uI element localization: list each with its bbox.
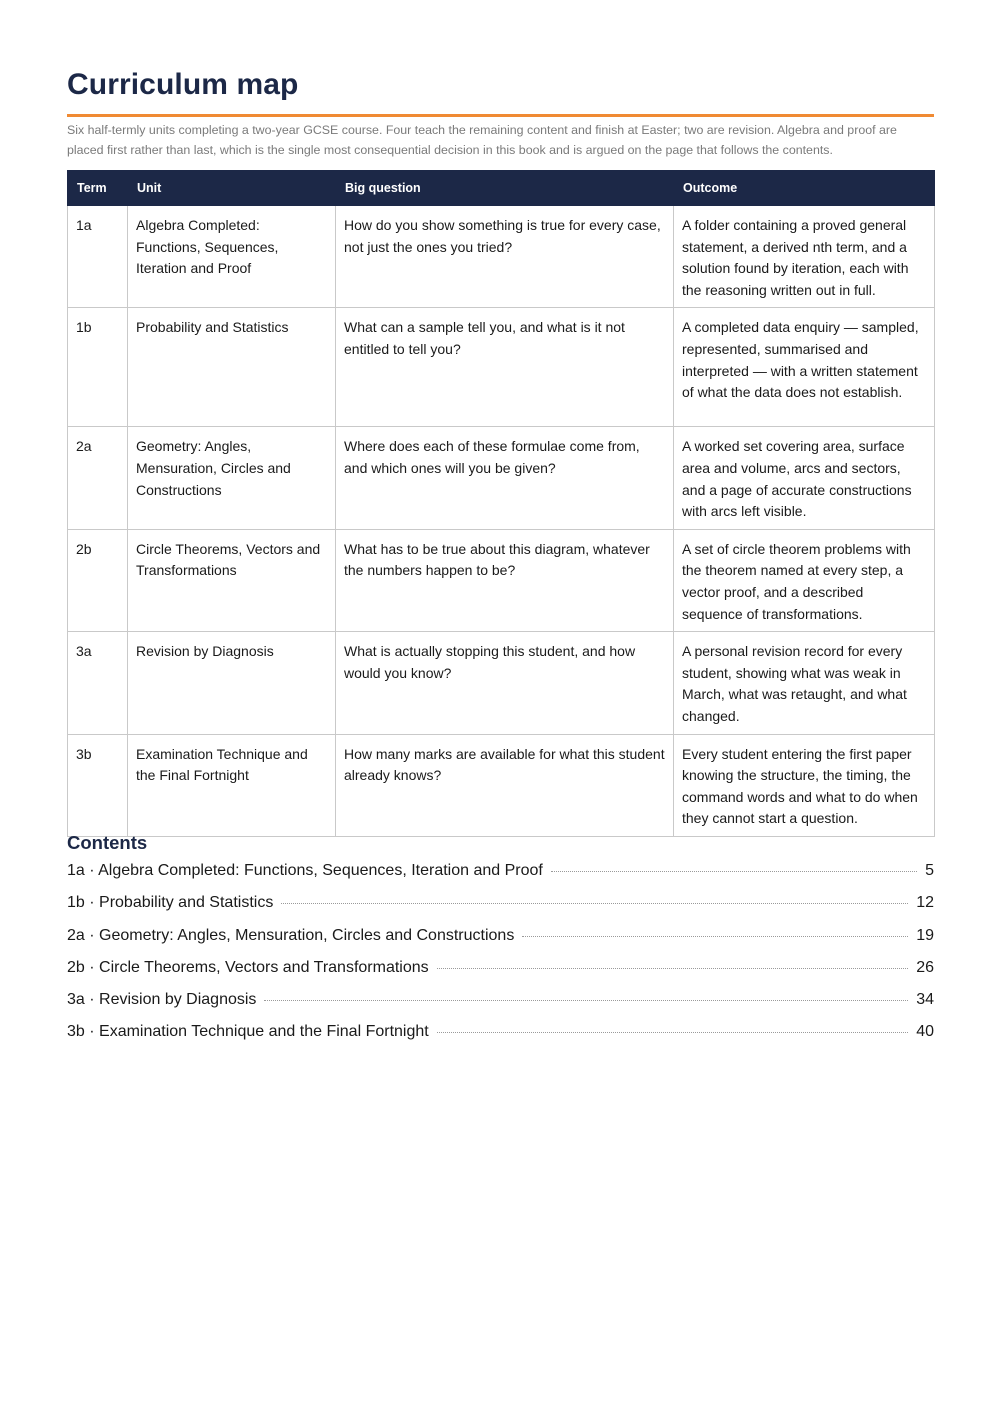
table-row <box>68 734 935 836</box>
outcome-cell: A personal revision record for every student, showing what was weak in March, what was retaught, and what changed. <box>674 632 935 734</box>
term-cell: 1a <box>68 206 128 308</box>
toc-dot-leader <box>522 936 908 937</box>
intro-paragraph: Six half-termly units completing a two-year GCSE course. Four teach the remaining content and finish at Easter; two are revision. Algebra and proof are placed first rather than last, which is the single most consequential decision in this book and is argued on the page that follows the contents. <box>67 123 897 157</box>
toc-entry-label: 2b · Circle Theorems, Vectors and Transformations <box>67 958 429 976</box>
outcome-cell: A worked set covering area, surface area and volume, arcs and sectors, and a page of accurate constructions with arcs left visible. <box>674 427 935 529</box>
unit-cell: Algebra Completed: Functions, Sequences, Iteration and Proof <box>128 206 336 308</box>
unit-cell: Circle Theorems, Vectors and Transformations <box>128 529 336 631</box>
outcome-cell: A set of circle theorem problems with the theorem named at every step, a vector proof, and a described sequence of transformations. <box>674 529 935 631</box>
toc-dot-leader <box>281 903 908 904</box>
term-cell: 1b <box>68 308 128 427</box>
header-outcome: Outcome <box>674 171 935 206</box>
title-accent-rule <box>67 114 934 117</box>
term-cell: 2a <box>68 427 128 529</box>
table-row <box>68 206 935 308</box>
toc-dot-leader <box>264 1000 908 1001</box>
outcome-cell: Every student entering the first paper knowing the structure, the timing, the command words and what to do when they cannot start a question. <box>674 734 935 836</box>
toc-page-number: 26 <box>916 958 934 976</box>
toc-page-number: 12 <box>916 894 934 912</box>
page-title: Curriculum map <box>67 68 299 101</box>
toc-entry[interactable] <box>67 1023 934 1055</box>
toc-entry[interactable] <box>67 894 934 926</box>
toc-dot-leader <box>437 1032 909 1033</box>
header-big-question: Big question <box>336 171 674 206</box>
question-cell: How do you show something is true for every case, not just the ones you tried? <box>336 206 674 308</box>
toc-entry-label: 3a · Revision by Diagnosis <box>67 991 257 1009</box>
question-cell: What is actually stopping this student, and how would you know? <box>336 632 674 734</box>
toc-entry[interactable] <box>67 927 934 959</box>
question-cell: What can a sample tell you, and what is it not entitled to tell you? <box>336 308 674 427</box>
unit-cell: Revision by Diagnosis <box>128 632 336 734</box>
toc-entry[interactable] <box>67 862 934 894</box>
question-cell: What has to be true about this diagram, whatever the numbers happen to be? <box>336 529 674 631</box>
unit-cell: Geometry: Angles, Mensuration, Circles and Constructions <box>128 427 336 529</box>
toc-dot-leader <box>551 871 917 872</box>
outcome-cell: A folder containing a proved general statement, a derived nth term, and a solution found by iteration, each with the reasoning written out in full. <box>674 206 935 308</box>
toc-page-number: 5 <box>925 862 934 879</box>
toc-page-number: 40 <box>916 1023 934 1041</box>
toc-dot-leader <box>437 968 909 969</box>
toc-entry-label: 3b · Examination Technique and the Final Fortnight <box>67 1023 429 1041</box>
toc-entry-label: 1a · Algebra Completed: Functions, Sequences, Iteration and Proof <box>67 862 543 879</box>
table-row <box>68 529 935 631</box>
contents-heading: Contents <box>67 832 148 853</box>
term-cell: 3a <box>68 632 128 734</box>
term-cell: 3b <box>68 734 128 836</box>
toc-entry[interactable] <box>67 959 934 991</box>
question-cell: Where does each of these formulae come from, and which ones will you be given? <box>336 427 674 529</box>
table-row <box>68 427 935 529</box>
table-row <box>68 308 935 427</box>
toc-entry[interactable] <box>67 991 934 1023</box>
table-header-row <box>68 171 935 206</box>
toc-page-number: 34 <box>916 991 934 1009</box>
question-cell: How many marks are available for what this student already knows? <box>336 734 674 836</box>
unit-cell: Examination Technique and the Final Fortnight <box>128 734 336 836</box>
curriculum-map-table <box>67 170 935 837</box>
header-term: Term <box>68 171 128 206</box>
toc-page-number: 19 <box>916 926 934 944</box>
header-unit: Unit <box>128 171 336 206</box>
term-cell: 2b <box>68 529 128 631</box>
outcome-cell: A completed data enquiry — sampled, represented, summarised and interpreted — with a written statement of what the data does not establish. <box>674 308 935 427</box>
toc-entry-label: 1b · Probability and Statistics <box>67 894 274 912</box>
table-row <box>68 632 935 734</box>
table-of-contents <box>67 862 934 1056</box>
toc-entry-label: 2a · Geometry: Angles, Mensuration, Circles and Constructions <box>67 926 515 944</box>
unit-cell: Probability and Statistics <box>128 308 336 427</box>
